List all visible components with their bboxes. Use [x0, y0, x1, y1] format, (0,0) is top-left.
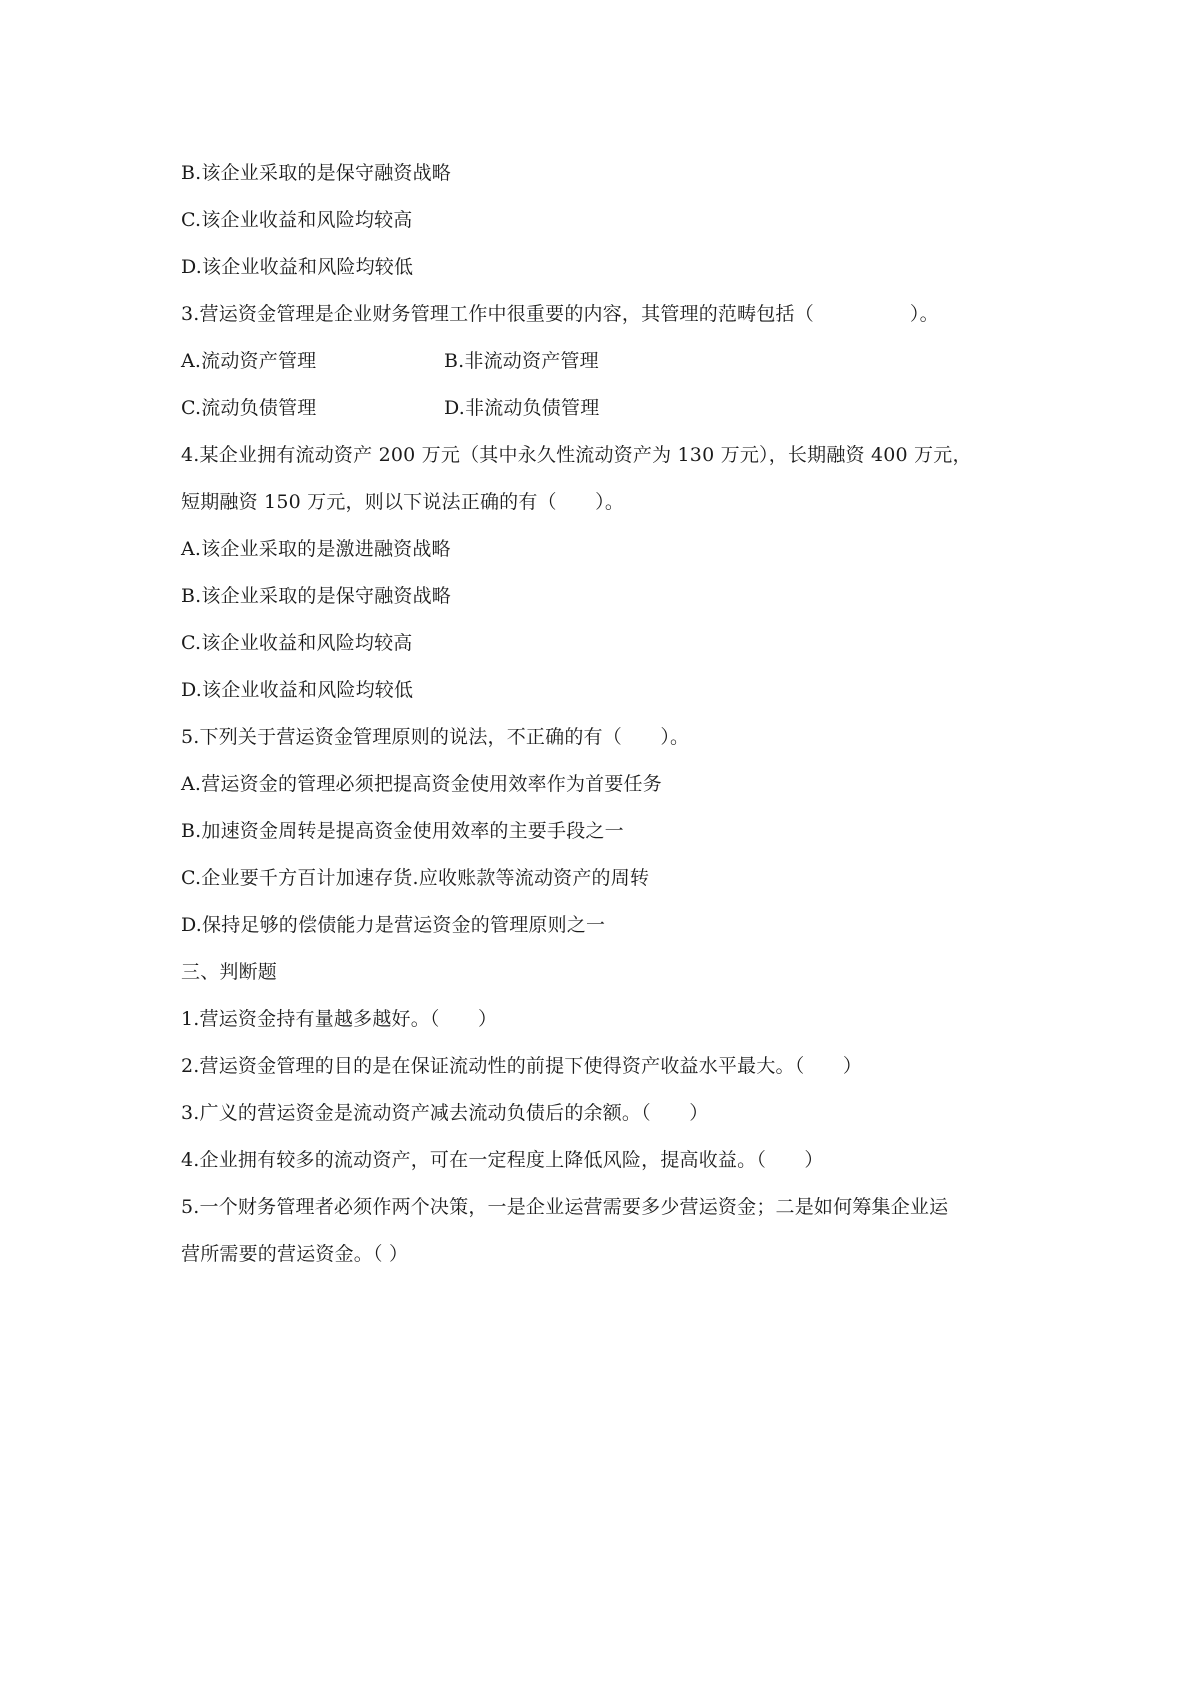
option-a: A.该企业采取的是激进融资战略 [181, 538, 451, 560]
option-d: D.保持足够的偿债能力是营运资金的管理原则之一 [181, 914, 606, 936]
question-4-stem-line-1: 4.某企业拥有流动资产 200 万元（其中永久性流动资产为 130 万元），长期融资 400 万元， [181, 444, 972, 466]
option-c: C.该企业收益和风险均较高 [181, 209, 413, 231]
option-b: B.加速资金周转是提高资金使用效率的主要手段之一 [181, 820, 624, 842]
option-c: C.该企业收益和风险均较高 [181, 632, 413, 654]
option-a: A.流动资产管理 [181, 350, 317, 372]
option-d: D.该企业收益和风险均较低 [181, 679, 414, 701]
question-5-stem: 5.下列关于营运资金管理原则的说法，不正确的有（ ）。 [181, 726, 690, 748]
true-false-item-4: 4.企业拥有较多的流动资产，可在一定程度上降低风险，提高收益。（ ） [181, 1149, 824, 1171]
option-b: B.该企业采取的是保守融资战略 [181, 162, 452, 184]
option-b: B.非流动资产管理 [444, 350, 599, 372]
true-false-item-5-line-1: 5.一个财务管理者必须作两个决策，一是企业运营需要多少营运资金；二是如何筹集企业运 [181, 1196, 949, 1218]
option-d: D.该企业收益和风险均较低 [181, 256, 414, 278]
option-c: C.企业要千方百计加速存货.应收账款等流动资产的周转 [181, 867, 650, 889]
true-false-item-1: 1.营运资金持有量越多越好。（ ） [181, 1008, 498, 1030]
question-4-stem-line-2: 短期融资 150 万元，则以下说法正确的有（ ）。 [181, 491, 625, 513]
question-3-options-row-1 [181, 338, 1021, 385]
option-b: B.该企业采取的是保守融资战略 [181, 585, 452, 607]
true-false-item-5-line-2: 营所需要的营运资金。（ ） [181, 1243, 409, 1265]
section-heading-true-false: 三、判断题 [181, 961, 278, 983]
option-a: A.营运资金的管理必须把提高资金使用效率作为首要任务 [181, 773, 662, 795]
question-3-stem: 3.营运资金管理是企业财务管理工作中很重要的内容，其管理的范畴包括（ ）。 [181, 303, 939, 325]
question-3-options-row-2 [181, 385, 1021, 432]
option-c: C.流动负债管理 [181, 397, 317, 419]
true-false-item-3: 3.广义的营运资金是流动资产减去流动负债后的余额。（ ） [181, 1102, 709, 1124]
true-false-item-2: 2.营运资金管理的目的是在保证流动性的前提下使得资产收益水平最大。（ ） [181, 1055, 863, 1077]
option-d: D.非流动负债管理 [444, 397, 600, 419]
document-body [181, 150, 1021, 1278]
